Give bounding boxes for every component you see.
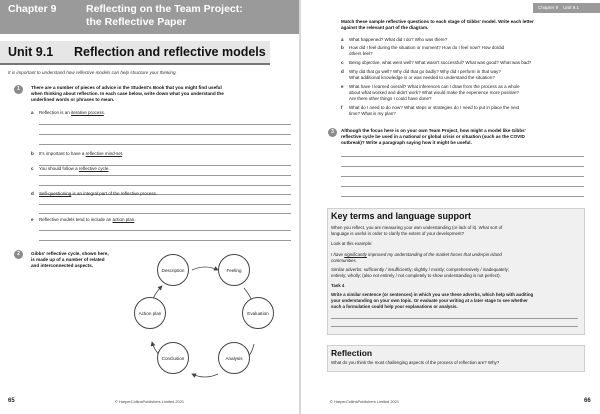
arrow-description-feeling	[192, 267, 218, 270]
copyright-right: © HarperCollinsPublishers Limited 2021	[330, 399, 400, 404]
key-terms-heading: Key terms and language support	[331, 211, 472, 221]
key-terms-example	[331, 252, 581, 264]
question-letter: d	[341, 69, 344, 74]
item-post: .	[122, 151, 124, 156]
answer-line[interactable]	[39, 240, 291, 241]
question-a	[341, 37, 596, 43]
instructions-line1: Match these sample reflective questions to each stage of Gibbs' model. Write each letter	[341, 19, 534, 24]
item-post: .	[108, 166, 110, 171]
q1-item-e	[31, 217, 136, 223]
instructions-line2: against the relevant part of the diagram.	[341, 25, 429, 30]
question-letter: c	[341, 60, 344, 65]
question-c	[341, 60, 596, 66]
question-line: What additional knowledge is or was needed to understand the situation?	[349, 75, 495, 80]
question-number-3: 3	[328, 128, 337, 137]
answer-line[interactable]	[331, 318, 578, 319]
arrow-analysis-conclusion	[192, 374, 218, 377]
question-line: What do I need to do now? What steps or strategies do I need to put in place the next	[349, 105, 520, 110]
chapter-title-line1: Reflecting on the Team Project:	[86, 3, 243, 15]
question-d	[341, 69, 596, 81]
adverbs-line1: Similar adverbs: sufficiently / insufficiently; slightly / mostly; comprehensively / inadequately;	[331, 267, 509, 272]
item-letter: a	[31, 110, 34, 115]
answer-line[interactable]	[341, 156, 584, 157]
cycle-node-description: Description	[157, 254, 189, 286]
key-terms-p1-line1: When you reflect, you are measuring your own understanding (or lack of it). What sort of	[331, 225, 503, 230]
answer-line[interactable]	[39, 134, 291, 135]
question-line: others feel?	[349, 51, 373, 56]
unit-title	[8, 45, 266, 59]
header-chapter: Chapter 9	[538, 5, 559, 10]
page-gutter	[299, 0, 301, 414]
q2-line3: and interconnected aspects.	[31, 263, 94, 268]
reflection-heading: Reflection	[331, 348, 373, 358]
cycle-node-analysis: Analysis	[218, 342, 250, 374]
question-f	[341, 105, 596, 117]
answer-line[interactable]	[341, 176, 584, 177]
answer-line[interactable]	[39, 124, 291, 125]
answer-line[interactable]	[39, 230, 291, 231]
page-number-left: 65	[8, 398, 15, 404]
unit-title-text: Reflection and reflective models	[74, 45, 266, 59]
adverbs-line2: entirely; wholly; (also not entirely / not completely to show understanding is not perfect).	[331, 273, 501, 278]
question-2-text	[31, 251, 131, 269]
answer-line[interactable]	[39, 185, 291, 186]
example-line2: communities.	[331, 258, 357, 263]
answer-line[interactable]	[39, 204, 291, 205]
task-4-text	[331, 292, 581, 310]
q1-item-a	[31, 110, 105, 116]
cycle-node-action-plan: Action plan	[134, 297, 166, 329]
item-pre: You should follow a	[39, 166, 79, 171]
key-terms-p1-line2: language is useful in order to clarify the extent of your development?	[331, 231, 465, 236]
question-line: What happened? What did I do? Who was there?	[349, 37, 448, 42]
matching-instructions	[341, 19, 596, 31]
answer-line[interactable]	[39, 213, 291, 214]
question-letter: e	[341, 84, 344, 89]
item-letter: e	[31, 217, 34, 222]
question-line: What have I learned overall? What inferences can I draw from the process as a whole	[349, 84, 520, 89]
question-line: about what worked and didn't work? What would make the experience more positive?	[349, 90, 519, 95]
answer-line[interactable]	[39, 144, 291, 145]
answer-line[interactable]	[341, 186, 584, 187]
item-pre: Reflective models tend to include an	[39, 217, 113, 222]
question-number-2: 2	[14, 250, 23, 259]
copyright-left: © HarperCollinsPublishers Limited 2021	[115, 399, 185, 404]
q2-line2: is made up of a number of related	[31, 257, 105, 262]
item-underlined: iterative process	[71, 110, 104, 115]
item-underlined: reflective mind-set	[85, 151, 123, 156]
running-header	[533, 3, 600, 13]
q1-line1: There are a number of pieces of advice in the Student's Book that you might find useful	[31, 85, 222, 90]
answer-line[interactable]	[341, 196, 584, 197]
item-post: .	[134, 217, 136, 222]
q1-item-b	[31, 151, 123, 157]
q2-line1: Gibbs' reflective cycle, shown here,	[31, 251, 109, 256]
question-3-text	[341, 128, 596, 146]
item-underlined: Self-questioning	[39, 191, 72, 196]
question-line: Being objective, what went well? What wasn't successful? What was good? What was bad?	[349, 60, 532, 65]
item-letter: d	[31, 191, 34, 196]
chapter-title-line2: the Reflective Paper	[86, 16, 187, 28]
question-b	[341, 45, 596, 57]
unit-number: Unit 9.1	[8, 45, 54, 59]
q1-item-d	[31, 191, 157, 197]
item-post: is an integral part of the reflective process.	[71, 191, 158, 196]
task-line2: your understanding on your own topic. Or evaluate your writing at a later stage to see whether	[331, 298, 528, 303]
example-pre: I have	[331, 252, 345, 257]
example-post: improved my understanding of the market forces that underpin island	[366, 252, 502, 257]
q3-line1: Although the focus here is on your own Team Project, how might a model like Gibbs'	[341, 128, 526, 133]
example-underlined: significantly	[344, 252, 367, 257]
item-underlined: action plan	[112, 217, 135, 222]
item-letter: b	[31, 151, 34, 156]
q1-item-c	[31, 166, 110, 172]
cycle-node-evaluation: Evaluation	[242, 297, 274, 329]
answer-line[interactable]	[341, 166, 584, 167]
chapter-number: Chapter 9	[8, 3, 57, 15]
question-e	[341, 84, 596, 102]
task-line3: such a formulation could help your explanations or analysis.	[331, 304, 458, 309]
item-letter: c	[31, 166, 34, 171]
question-line: Are there other things I could have done?	[349, 96, 432, 101]
question-letter: a	[341, 37, 344, 42]
item-pre: Reflection is an	[39, 110, 72, 115]
item-underlined: reflective cycle	[78, 166, 109, 171]
cycle-node-conclusion: Conclusion	[157, 342, 189, 374]
question-letter: f	[341, 105, 343, 110]
question-line: How did I feel during the situation or moment? How do I feel now? How do/did	[349, 45, 505, 50]
question-line: time? What is my plan?	[349, 111, 396, 116]
page-number-right: 66	[584, 398, 591, 404]
key-terms-adverbs	[331, 267, 581, 279]
chapter-title	[8, 3, 298, 29]
q1-line3: underlined words or phrases to mean.	[31, 97, 115, 102]
question-1-text	[31, 85, 293, 103]
question-line: Why did that go well? Why did that go badly? Why did I perform in that way?	[349, 69, 501, 74]
task-line1: Write a similar sentence (or sentences) in which you use these adverbs, which help with auditing	[331, 292, 534, 297]
header-unit: Unit 9.1	[563, 5, 580, 10]
q3-line2: reflective cycle be used in a national or global crisis or situation (such as the COVID	[341, 134, 525, 139]
unit-intro: It is important to understand how reflective models can help structure your thinking.	[8, 70, 177, 75]
task-4-label: Task 4	[331, 283, 345, 288]
key-terms-intro	[331, 225, 581, 237]
item-post: .	[103, 110, 106, 115]
q3-line3: outbreak)? Write a paragraph saying how it might be useful.	[341, 140, 472, 145]
left-page	[0, 0, 299, 414]
reflection-text: What do you think the most challenging aspects of the process of reflection are? Why?	[331, 360, 500, 365]
item-pre: It's important to have a	[39, 151, 86, 156]
question-number-1: 1	[14, 85, 23, 94]
key-terms-look: Look at this example:	[331, 241, 373, 246]
cycle-node-feeling: Feeling	[218, 254, 250, 286]
answer-line[interactable]	[331, 326, 578, 327]
answer-line[interactable]	[39, 175, 291, 176]
question-letter: b	[341, 45, 344, 50]
q1-line2: when thinking about reflection. In each case below, write down what you understand the	[31, 91, 224, 96]
